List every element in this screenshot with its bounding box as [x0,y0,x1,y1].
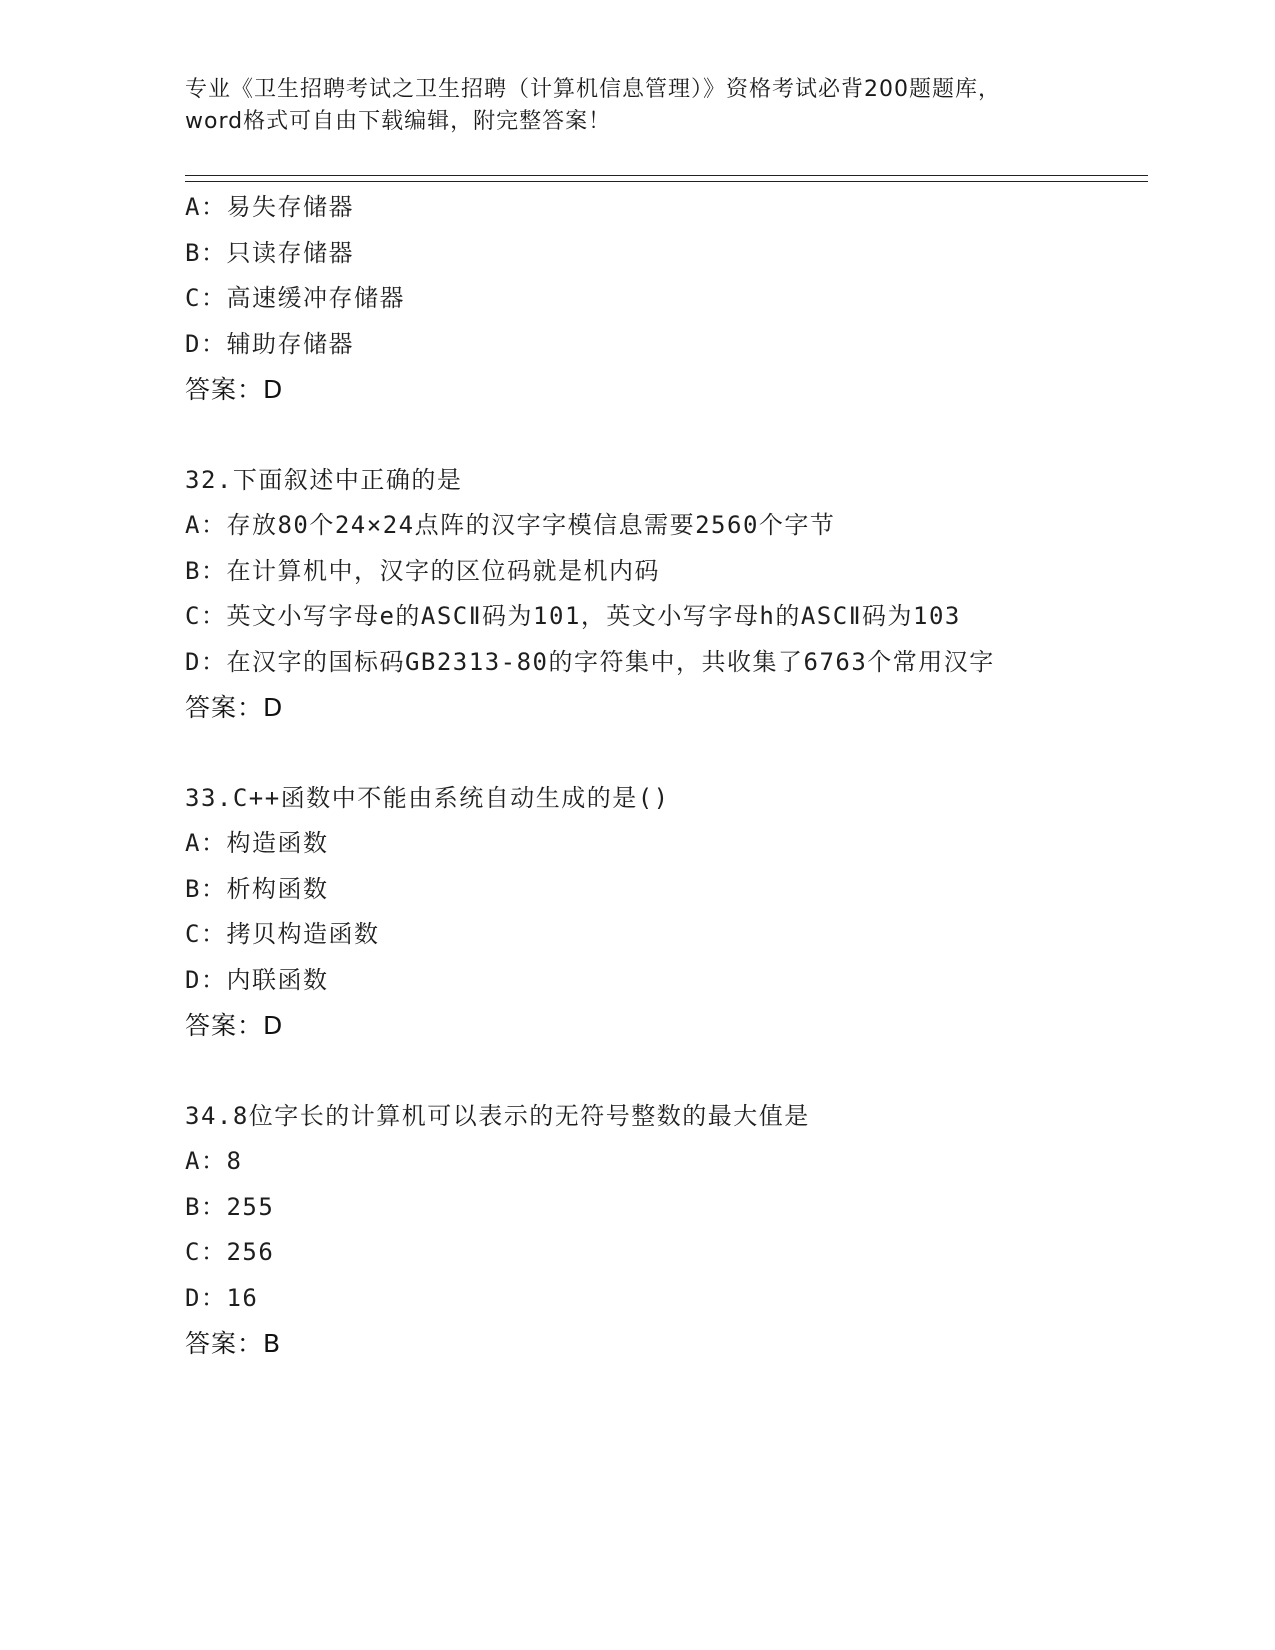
question-list [185,185,1065,1367]
question-title: 33.C++函数中不能由系统自动生成的是() [185,783,670,812]
question-block [185,776,1065,1049]
question-title: 34.8位字长的计算机可以表示的无符号整数的最大值是 [185,1101,810,1130]
option-b: B：析构函数 [185,874,329,903]
question-block [185,1094,1065,1367]
option-d: D：辅助存储器 [185,329,354,358]
header-title-line-1: 专业《卫生招聘考试之卫生招聘（计算机信息管理）》资格考试必背200题题库， [185,77,1001,102]
question-title: 32.下面叙述中正确的是 [185,465,463,494]
answer-line: 答案：B [185,1329,282,1358]
header-divider-bottom [185,181,1148,182]
option-c: C：高速缓冲存储器 [185,284,405,312]
question-block [185,185,1065,413]
option-a: A：存放80个24×24点阵的汉字字模信息需要2560个字节 [185,511,836,539]
answer-line: 答案：D [185,1011,284,1040]
header-divider-top [185,175,1148,176]
spacer [185,413,1065,458]
spacer [185,1049,1065,1094]
option-b: B：255 [185,1192,275,1221]
document-header [185,74,1085,138]
option-d: D：16 [185,1283,259,1312]
option-c: C：英文小写字母e的ASCⅡ码为101，英文小写字母h的ASCⅡ码为103 [185,602,961,630]
option-b: B：只读存储器 [185,238,354,267]
option-b: B：在计算机中，汉字的区位码就是机内码 [185,556,660,585]
option-d: D：在汉字的国标码GB2313-80的字符集中，共收集了6763个常用汉字 [185,647,995,676]
answer-line: 答案：D [185,693,284,722]
question-block [185,458,1065,731]
option-a: A：易失存储器 [185,193,354,221]
option-c: C：拷贝构造函数 [185,920,380,948]
option-c: C：256 [185,1238,275,1266]
spacer [185,731,1065,776]
option-a: A：8 [185,1147,243,1175]
header-title-line-2: word格式可自由下载编辑，附完整答案！ [185,109,612,134]
answer-line: 答案：D [185,375,284,404]
option-d: D：内联函数 [185,965,329,994]
option-a: A：构造函数 [185,829,329,857]
